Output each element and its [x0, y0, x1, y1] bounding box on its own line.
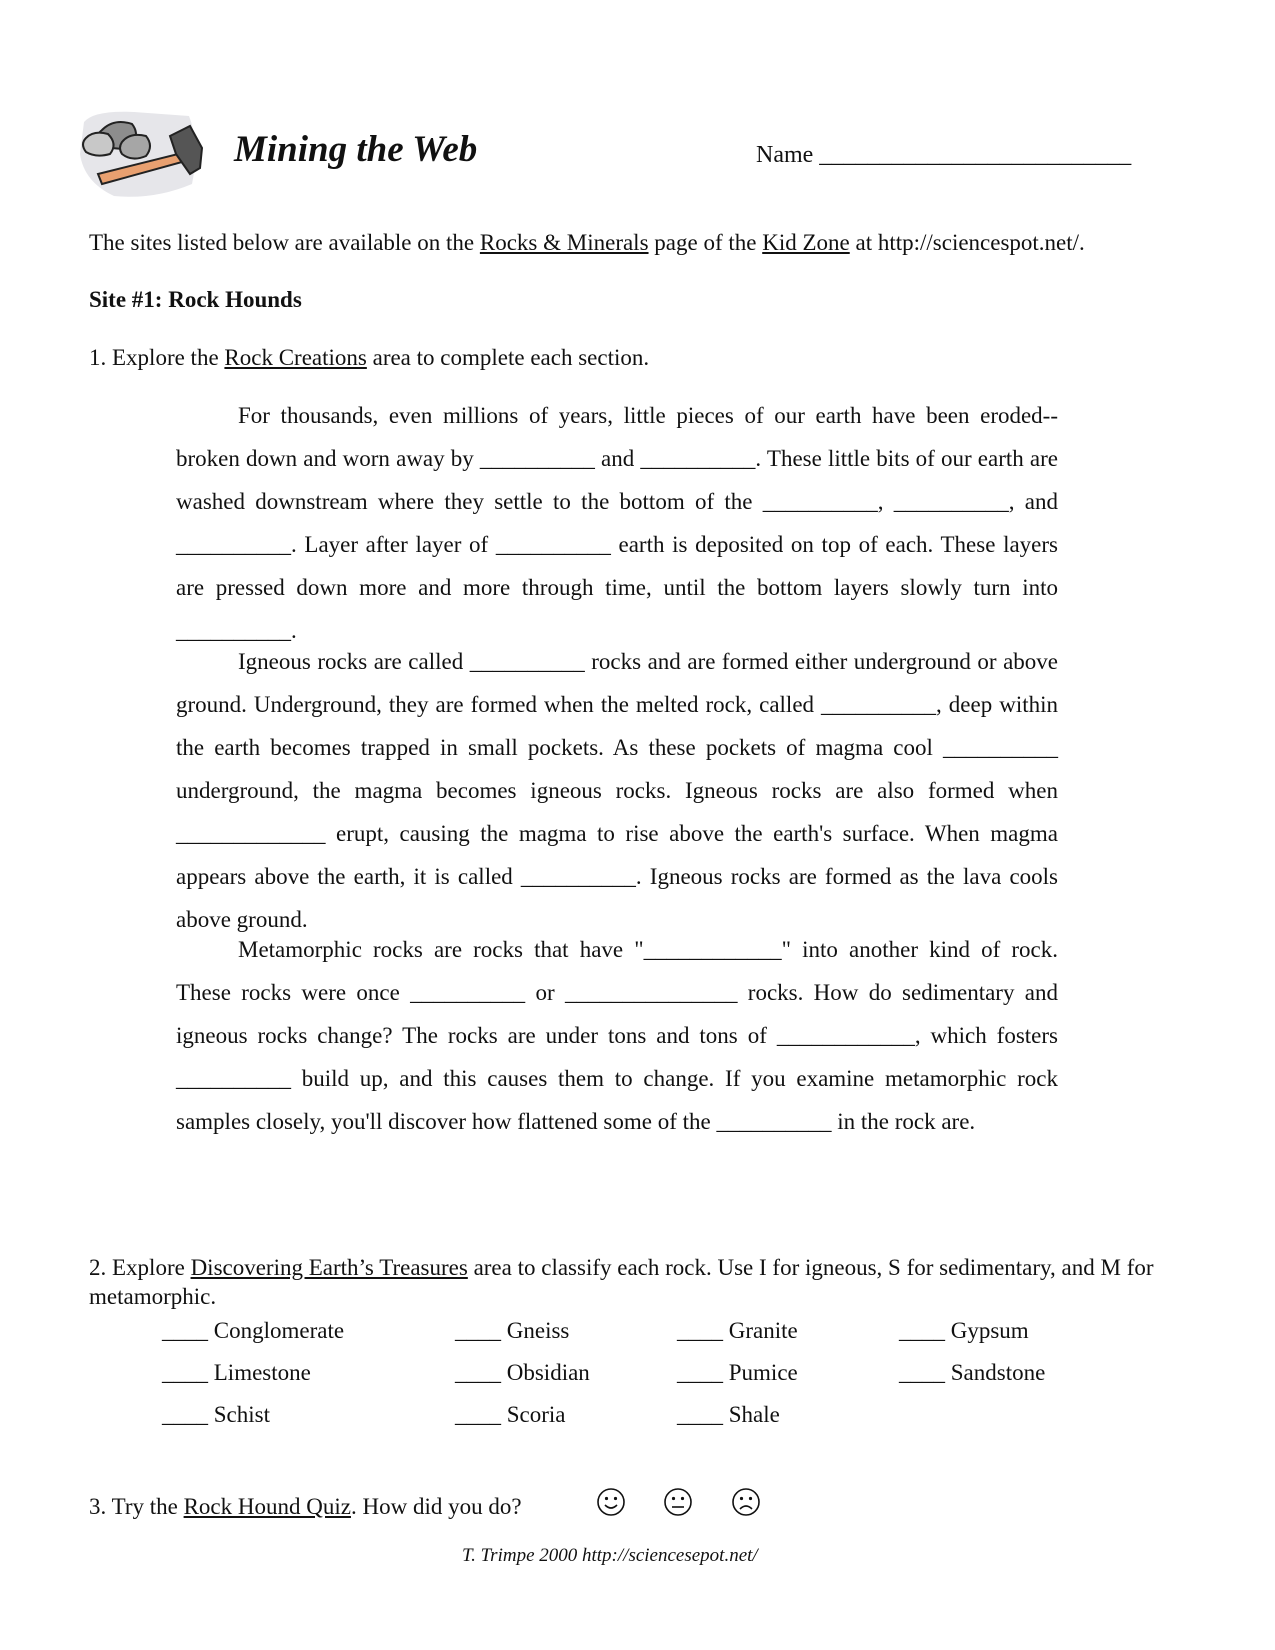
- question-1: [89, 345, 649, 371]
- q2-prefix: 2. Explore: [89, 1255, 191, 1280]
- q3-prefix: 3. Try the: [89, 1494, 184, 1519]
- rock-obsidian[interactable]: ____ Obsidian: [455, 1360, 590, 1385]
- q1-prefix: 1. Explore the: [89, 345, 225, 370]
- paragraph-igneous: Igneous rocks are called __________ rocks and are formed either underground or above ground. Underground, they are formed when the melted rock, called __________, deep within the earth becomes trapped in small pockets. As these pockets of magma cool __________ underground, the magma becomes igneous rocks. Igneous rocks are also formed when _____________ erupt, causing the magma to rise above the earth's surface. When magma appears above the earth, it is called __________. Igneous rocks are formed as the lava cools above ground.: [176, 649, 1058, 932]
- intro-middle: page of the: [648, 230, 763, 255]
- discovering-earths-treasures-link[interactable]: Discovering Earth’s Treasures: [190, 1255, 468, 1280]
- question-2: [89, 1253, 1199, 1311]
- rock-scoria[interactable]: ____ Scoria: [455, 1402, 566, 1427]
- neutral-face-icon[interactable]: [662, 1486, 694, 1518]
- rock-granite[interactable]: ____ Granite: [677, 1318, 798, 1343]
- page-title: Mining the Web: [234, 129, 478, 170]
- question-3: [89, 1494, 522, 1520]
- q3-suffix: . How did you do?: [350, 1494, 522, 1519]
- intro-before: The sites listed below are available on the: [89, 230, 480, 255]
- rock-gneiss[interactable]: ____ Gneiss: [455, 1318, 570, 1343]
- q2-suffix: area to classify each rock. Use I for igneous, S for sedimentary, and M for metamorphic.: [89, 1255, 1154, 1309]
- rocks-minerals-link[interactable]: Rocks & Minerals: [479, 230, 649, 255]
- kid-zone-link[interactable]: Kid Zone: [762, 230, 850, 255]
- rock-creations-link[interactable]: Rock Creations: [224, 345, 367, 370]
- intro-text: [89, 230, 1085, 256]
- paragraph-metamorphic: Metamorphic rocks are rocks that have "____________" into another kind of rock. These rocks were once __________ or _______________ rocks. How do sedimentary and igneous rocks change? The rocks are under tons and tons of ____________, which fosters __________ build up, and this causes them to change. If you examine metamorphic rock samples closely, you'll discover how flattened some of the __________ in the rock are.: [176, 937, 1058, 1134]
- rock-conglomerate[interactable]: ____ Conglomerate: [162, 1318, 345, 1343]
- rock-sandstone[interactable]: ____ Sandstone: [899, 1360, 1046, 1385]
- rocks-hammer-clipart: [74, 104, 224, 204]
- smiley-face-icon[interactable]: [595, 1486, 627, 1518]
- rock-shale[interactable]: ____ Shale: [677, 1402, 780, 1427]
- name-field-label: Name __________________________: [756, 142, 1132, 168]
- rock-pumice[interactable]: ____ Pumice: [677, 1360, 798, 1385]
- frowning-face-icon[interactable]: [730, 1486, 762, 1518]
- q1-suffix: area to complete each section.: [366, 345, 650, 370]
- rock-limestone[interactable]: ____ Limestone: [162, 1360, 311, 1385]
- rock-schist[interactable]: ____ Schist: [162, 1402, 270, 1427]
- intro-after: at http://sciencespot.net/.: [849, 230, 1085, 255]
- paragraph-sedimentary: For thousands, even millions of years, little pieces of our earth have been eroded--broken down and worn away by __________ and __________. These little bits of our earth are washed downstream where they settle to the bottom of the __________, __________, and __________. Layer after layer of __________ earth is deposited on top of each. These layers are pressed down more and more through time, until the bottom layers slowly turn into __________.: [176, 403, 1058, 643]
- rock-gypsum[interactable]: ____ Gypsum: [899, 1318, 1029, 1343]
- footer-credit: T. Trimpe 2000 http://sciencesepot.net/: [462, 1545, 758, 1566]
- site-heading: Site #1: Rock Hounds: [89, 287, 302, 312]
- rock-hound-quiz-link[interactable]: Rock Hound Quiz: [183, 1494, 351, 1519]
